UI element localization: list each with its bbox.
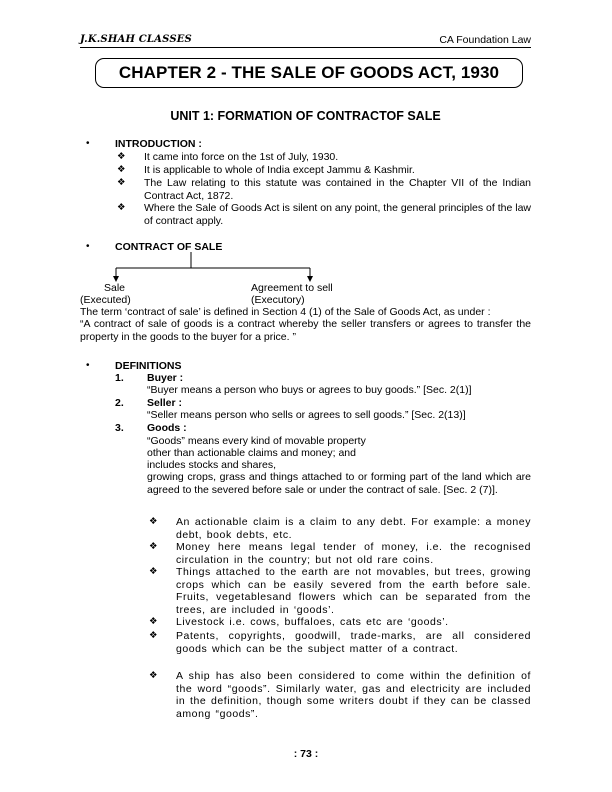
list-item — [115, 151, 531, 164]
introduction-point: It is applicable to whole of India except Jammu & Kashmir. — [144, 164, 415, 176]
introduction-point: The Law relating to this statute was contained in the Chapter VII of the Indian Contract Act, 1872. — [144, 177, 531, 202]
goods-point: A ship has also been considered to come within the definition of the word “goods”. Similarly water, gas and electricity are included in the definition, though some writers doubt if they can be classed among “goods”. — [176, 670, 531, 720]
introduction-point: Where the Sale of Goods Act is silent on any point, the general principles of the law of contract apply. — [144, 202, 531, 227]
diamond-bullet-icon: ❖ — [149, 541, 159, 552]
branch-label-sale: Sale — [104, 282, 126, 294]
diamond-bullet-icon: ❖ — [149, 516, 159, 527]
chapter-title: CHAPTER 2 - THE SALE OF GOODS ACT, 1930 — [95, 58, 523, 88]
bullet-icon: • — [86, 241, 90, 252]
list-item — [147, 516, 531, 541]
bullet-icon: • — [86, 138, 90, 149]
introduction-heading: INTRODUCTION : — [115, 138, 202, 150]
bullet-icon: • — [86, 360, 90, 371]
diamond-bullet-icon: ❖ — [117, 202, 126, 213]
introduction-point: It came into force on the 1st of July, 1930. — [144, 151, 339, 163]
list-item — [147, 541, 531, 566]
goods-point: Livestock i.e. cows, buffaloes, cats etc are ‘goods’. — [176, 616, 449, 628]
goods-definition-line: “Goods” means every kind of movable property — [147, 435, 366, 447]
definition-number: 1. — [115, 372, 124, 384]
list-item — [147, 566, 531, 616]
definition-number: 2. — [115, 397, 124, 409]
goods-definition-line: includes stocks and shares, — [147, 459, 276, 471]
page-number: : 73 : — [293, 748, 319, 760]
diamond-bullet-icon: ❖ — [149, 670, 159, 681]
branch-label-agreement-to-sell: Agreement to sell — [251, 282, 333, 294]
diamond-bullet-icon: ❖ — [117, 177, 126, 188]
contract-of-sale-heading: CONTRACT OF SALE — [115, 241, 223, 253]
list-item — [147, 670, 531, 720]
contract-definition-quote: “A contract of sale of goods is a contract whereby the seller transfers or agrees to transfer the property in the goods to the buyer for a price. ” — [80, 318, 531, 343]
diamond-bullet-icon: ❖ — [117, 151, 126, 162]
goods-point: Patents, copyrights, goodwill, trade-marks, are all considered goods which can be the subject matter of a contract. — [176, 630, 531, 655]
diamond-bullet-icon: ❖ — [149, 630, 159, 641]
goods-point: Things attached to the earth are not movables, but trees, growing crops which can be easily severed from the earth before sale. Fruits, vegetablesand flowers which can be separated from the trees, are included in ‘goods’. — [176, 566, 531, 616]
page-header — [80, 34, 531, 48]
diamond-bullet-icon: ❖ — [117, 164, 126, 175]
goods-point: Money here means legal tender of money, i.e. the recognised circulation in the country; but not old rare coins. — [176, 541, 531, 566]
header-subject: CA Foundation Law — [439, 34, 531, 46]
goods-point: An actionable claim is a claim to any debt. For example: a money debt, book debts, etc. — [176, 516, 531, 541]
branch-sublabel-executory: (Executory) — [251, 294, 305, 306]
definition-number: 3. — [115, 422, 124, 434]
definition-title-seller: Seller : — [147, 397, 183, 409]
branch-sublabel-executed: (Executed) — [80, 294, 131, 306]
definitions-heading: DEFINITIONS — [115, 360, 182, 372]
diamond-bullet-icon: ❖ — [149, 566, 159, 577]
diamond-bullet-icon: ❖ — [149, 616, 159, 627]
definition-title-buyer: Buyer : — [147, 372, 184, 384]
list-item — [147, 616, 531, 629]
list-item — [115, 164, 531, 177]
unit-title: UNIT 1: FORMATION OF CONTRACTOF SALE — [170, 109, 441, 123]
goods-definition-line: other than actionable claims and money; and — [147, 447, 356, 459]
list-item — [115, 202, 531, 227]
contract-definition-intro: The term ‘contract of sale’ is defined in Section 4 (1) of the Sale of Goods Act, as under : — [80, 306, 491, 318]
list-item — [115, 177, 531, 202]
definition-text-seller: “Seller means person who sells or agrees to sell goods.” [Sec. 2(13)] — [147, 409, 466, 421]
definition-title-goods: Goods : — [147, 422, 187, 434]
list-item — [147, 630, 531, 655]
contract-of-sale-tree-diagram — [80, 252, 531, 282]
definition-text-buyer: “Buyer means a person who buys or agrees to buy goods.” [Sec. 2(1)] — [147, 384, 472, 396]
header-brand: J.K.SHAH CLASSES — [80, 34, 192, 45]
goods-definition-line: growing crops, grass and things attached to or forming part of the land which are agreed to the severed before sale or under the contract of sale. [Sec. 2 (7)]. — [147, 471, 531, 496]
